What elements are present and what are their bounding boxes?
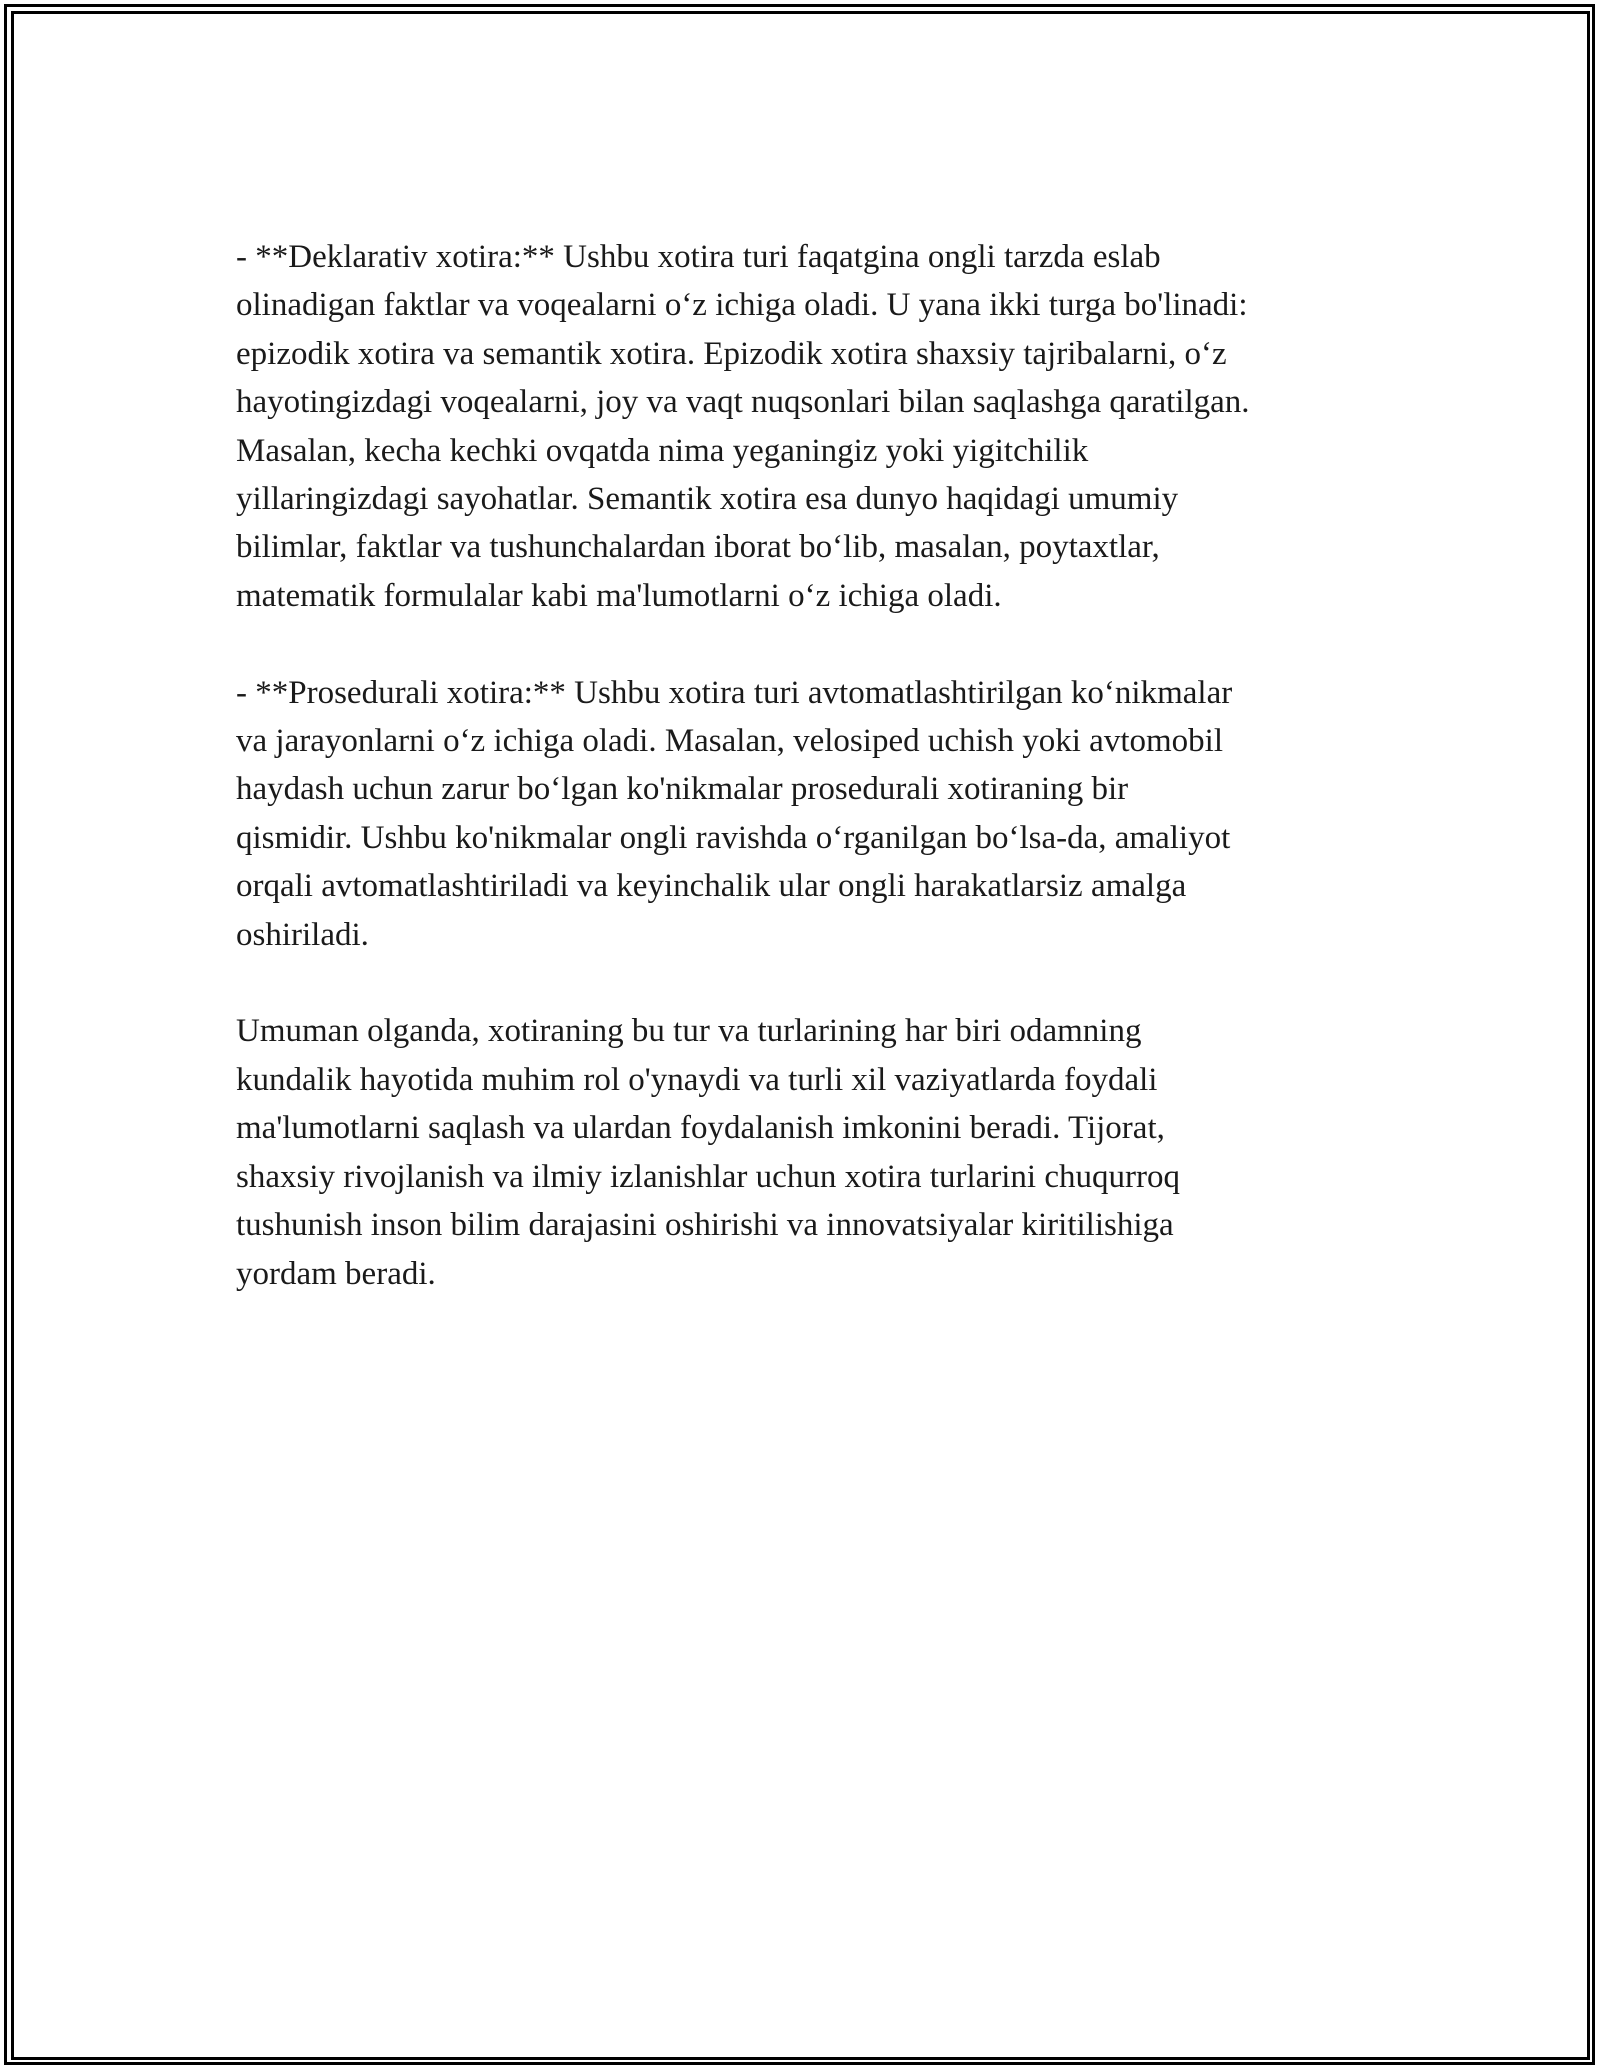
paragraph-procedural-memory bbox=[236, 669, 1376, 959]
text-line: bilimlar, faktlar va tushunchalardan iborat bo‘lib, masalan, poytaxtlar, bbox=[236, 529, 1160, 566]
text-line: Umuman olganda, xotiraning bu tur va turlarining har biri odamning bbox=[236, 1013, 1142, 1050]
text-line: epizodik xotira va semantik xotira. Epizodik xotira shaxsiy tajribalarni, o‘z bbox=[236, 335, 1227, 372]
text-line: va jarayonlarni o‘z ichiga oladi. Masalan, velosiped uchish yoki avtomobil bbox=[236, 723, 1223, 760]
text-line: olinadigan faktlar va voqealarni o‘z ichiga oladi. U yana ikki turga bo'linadi: bbox=[236, 287, 1248, 324]
text-line: - **Prosedurali xotira:** Ushbu xotira turi avtomatlashtirilgan ko‘nikmalar bbox=[236, 674, 1233, 711]
text-line: shaxsiy rivojlanish va ilmiy izlanishlar uchun xotira turlarini chuqurroq bbox=[236, 1158, 1180, 1195]
text-line: hayotingizdagi voqealarni, joy va vaqt nuqsonlari bilan saqlashga qaratilgan. bbox=[236, 384, 1250, 421]
paragraph-conclusion bbox=[236, 1007, 1376, 1297]
text-line: yillaringizdagi sayohatlar. Semantik xotira esa dunyo haqidagi umumiy bbox=[236, 481, 1179, 518]
text-line: ma'lumotlarni saqlash va ulardan foydalanish imkonini beradi. Tijorat, bbox=[236, 1110, 1165, 1147]
text-line: oshiriladi. bbox=[236, 916, 369, 953]
document-body bbox=[236, 233, 1376, 1346]
text-line: kundalik hayotida muhim rol o'ynaydi va turli xil vaziyatlarda foydali bbox=[236, 1061, 1158, 1098]
text-line: tushunish inson bilim darajasini oshirishi va innovatsiyalar kiritilishiga bbox=[236, 1207, 1174, 1244]
text-line: Masalan, kecha kechki ovqatda nima yeganingiz yoki yigitchilik bbox=[236, 432, 1089, 469]
text-line: yordam beradi. bbox=[236, 1255, 436, 1292]
text-line: qismidir. Ushbu ko'nikmalar ongli ravishda o‘rganilgan bo‘lsa-da, amaliyot bbox=[236, 819, 1231, 856]
text-line: haydash uchun zarur bo‘lgan ko'nikmalar prosedurali xotiraning bir bbox=[236, 771, 1129, 808]
text-line: orqali avtomatlashtiriladi va keyinchalik ular ongli harakatlarsiz amalga bbox=[236, 868, 1187, 905]
text-line: matematik formulalar kabi ma'lumotlarni o‘z ichiga oladi. bbox=[236, 577, 1002, 614]
text-line: - **Deklarativ xotira:** Ushbu xotira turi faqatgina ongli tarzda eslab bbox=[236, 239, 1161, 275]
paragraph-declarative-memory bbox=[236, 233, 1376, 620]
